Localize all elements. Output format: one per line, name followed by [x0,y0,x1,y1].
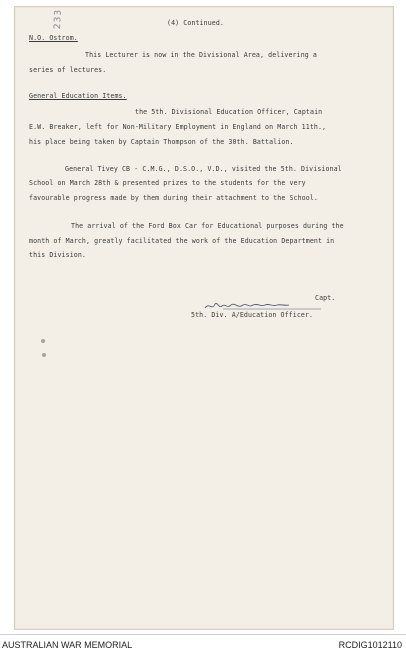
para1-line: his place being taken by Captain Thompson of the 30th. Battalion. [29,138,294,146]
signature-title: 5th. Div. A/Education Officer. [191,311,314,319]
section1-line: This Lecturer is now in the Divisional Area, delivering a [85,51,317,59]
page-header: (4) Continued. [167,19,224,27]
footer-divider [0,634,406,635]
footer-left: AUSTRALIAN WAR MEMORIAL [2,640,133,650]
footer-right: RCDIG1012110 [338,640,402,650]
section2-heading: General Education Items. [29,92,127,100]
archive-stamp: 233 [53,8,64,30]
signature-rank: Capt. [315,294,336,302]
para3-line: this Division. [29,251,86,259]
punch-hole [41,339,45,343]
para2-line: General Tivey CB - C.M.G., D.S.O., V.D., visited the 5th. Divisional [65,165,342,173]
para2-line: School on March 28th & presented prizes to the students for the very [29,179,306,187]
para3-line: The arrival of the Ford Box Car for Educational purposes during the [71,222,344,230]
document-page [14,6,394,630]
section1-heading: N.O. Ostrom. [29,34,78,42]
para1-line: the 5th. Divisional Education Officer, Captain [135,108,323,116]
para3-line: month of March, greatly facilitated the work of the Education Department in [29,237,335,245]
punch-hole [42,353,46,357]
section1-line: series of lectures. [29,66,107,74]
para2-line: favourable progress made by them during their attachment to the School. [29,194,318,202]
para1-line: E.W. Breaker, left for Non-Military Employment in England on March 11th., [29,123,327,131]
